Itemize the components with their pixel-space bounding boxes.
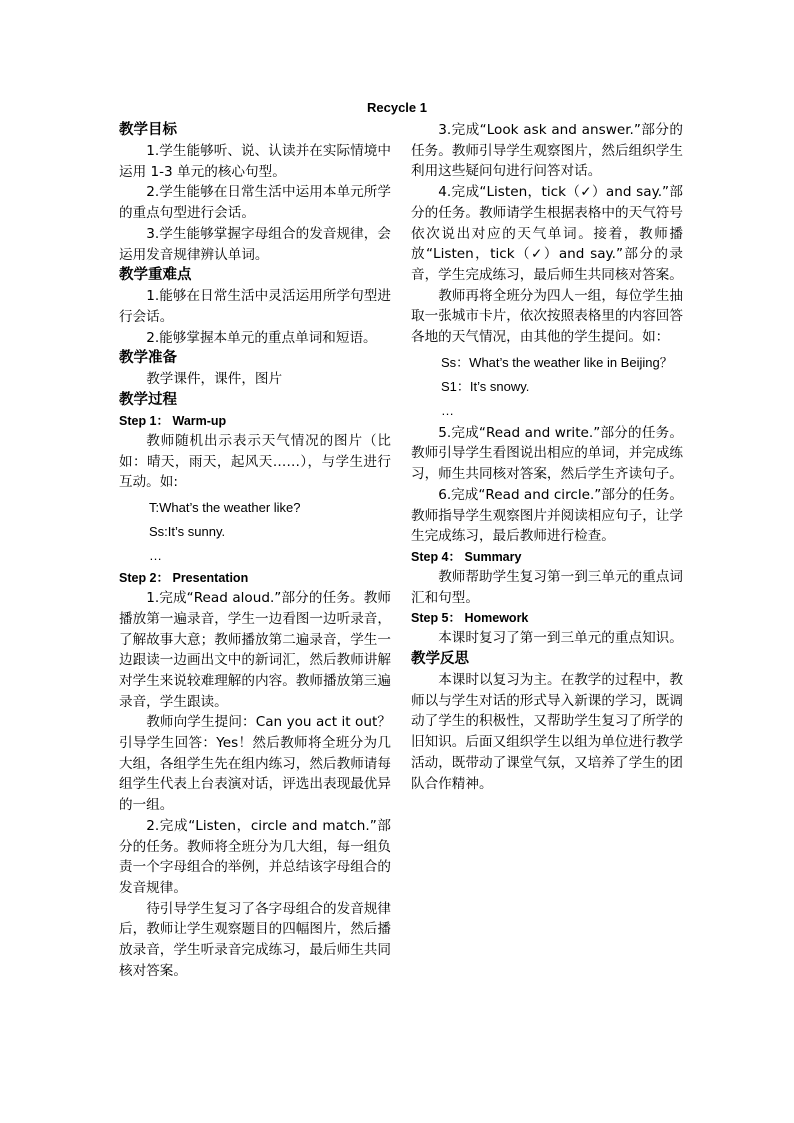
dialogue-line: Ss：What’s the weather like in Beijing？ xyxy=(441,354,673,370)
objective-3: 3.学生能够掌握字母组合的发音规律，会运用发音规律辨认单词。 xyxy=(119,225,391,263)
objective-1: 1.学生能够听、说、认读并在实际情境中运用 1-3 单元的核心句型。 xyxy=(119,143,391,180)
task-3-paragraph: 3.完成“Look ask and answer.”部分的任务。教师引导学生观察图片，然后组织学生利用这些疑问句进行问答对话。 xyxy=(411,122,683,180)
step-2-paragraph-1: 1.完成“Read aloud.”部分的任务。教师播放第一遍录音，学生一边看图一边听录音，了解故事大意；教师播放第二遍录音，学生一边跟读一边画出文中的新词汇，然后教师讲解对学生来说较难理解的内容。教师播放第三遍录音，学生跟读。 xyxy=(119,590,391,710)
heading-objectives: 教学目标 xyxy=(119,122,177,138)
reflection-text: 本课时以复习为主。在教学的过程中，教师以与学生对话的形式导入新课的学习，既调动了学生的积极性，又帮助学生复习了所学的旧知识。后面又组织学生以组为单位进行教学活动，既带动了课堂气氛，又培养了学生的团队合作精神。 xyxy=(411,672,683,792)
dialogue-line: Ss:It’s sunny. xyxy=(149,524,226,540)
dialogue-line: S1：It’s snowy. xyxy=(441,378,530,394)
group-activity-paragraph: 教师再将全班分为四人一组，每位学生抽取一张城市卡片，依次按照表格里的内容回答各地的天气情况，由其他的学生提问。如： xyxy=(411,287,683,346)
right-column xyxy=(411,120,683,794)
step-2-paragraph-2: 教师向学生提问：Can you act it out？引导学生回答：Yes！然后教师将全班分为几大组，各组学生先在组内练习，然后教师请每组学生代表上台表演对话，评选出表现最优异的一组。 xyxy=(119,714,391,814)
step-4-text: 教师帮助学生复习第一到三单元的重点词汇和句型。 xyxy=(411,568,683,606)
step-2-title: Step 2： Presentation xyxy=(119,571,249,586)
task-5-paragraph: 5.完成“Read and write.”部分的任务。教师引导学生看图说出相应的单词，并完成练习，师生共同核对答案，然后学生齐读句子。 xyxy=(411,424,683,483)
objective-2: 2.学生能够在日常生活中运用本单元所学的重点句型进行会话。 xyxy=(119,184,391,222)
step-4-title: Step 4： Summary xyxy=(411,549,522,564)
heading-preparation: 教学准备 xyxy=(119,350,177,367)
step-5-title: Step 5： Homework xyxy=(411,611,529,626)
left-column xyxy=(119,120,391,982)
step-2-paragraph-3: 2.完成“Listen，circle and match.”部分的任务。教师将全班分为几大组，每一组负责一个字母组合的举例，并总结该字母组合的发音规律。 xyxy=(119,817,391,896)
preparation-text: 教学课件，课件，图片 xyxy=(146,371,283,388)
task-4-paragraph: 4.完成“Listen，tick（✓）and say.”部分的任务。教师请学生根据表格中的天气符号依次说出对应的天气单词。接着，教师播放“Listen，tick（✓）and say.”部分的录音，学生完成练习，最后师生共同核对答案。 xyxy=(411,184,683,283)
document-title: Recycle 1 xyxy=(367,100,427,115)
dialogue-line: T:What’s the weather like? xyxy=(149,500,301,516)
difficulty-1: 1.能够在日常生活中灵活运用所学句型进行会话。 xyxy=(119,288,391,325)
heading-reflection: 教学反思 xyxy=(411,651,469,668)
task-6-paragraph: 6.完成“Read and circle.”部分的任务。教师指导学生观察图片并阅读相应句子，让学生完成练习，最后教师进行检查。 xyxy=(411,486,683,545)
dialogue-line: … xyxy=(149,548,162,564)
difficulty-2: 2.能够掌握本单元的重点单词和短语。 xyxy=(146,329,377,346)
dialogue-line: … xyxy=(441,402,454,418)
step-1-text: 教师随机出示表示天气情况的图片（比如：晴天，雨天，起风天……），与学生进行互动。如: xyxy=(119,433,391,491)
step-2-paragraph-4: 待引导学生复习了各字母组合的发音规律后，教师让学生观察题目的四幅图片，然后播放录音，学生听录音完成练习，最后师生共同核对答案。 xyxy=(119,900,391,979)
step-5-text: 本课时复习了第一到三单元的重点知识。 xyxy=(438,630,683,647)
step-1-title: Step 1： Warm-up xyxy=(119,414,227,429)
heading-key-difficulties: 教学重难点 xyxy=(119,267,192,284)
heading-process: 教学过程 xyxy=(119,392,177,409)
